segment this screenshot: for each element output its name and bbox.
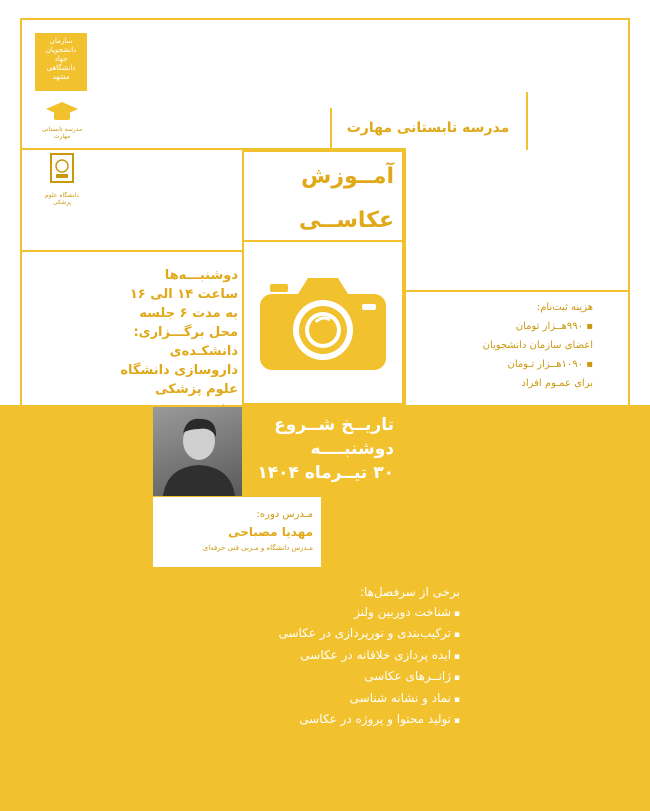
divider-line <box>20 250 242 252</box>
schedule-line: داروسازی دانشگاه علوم پزشکی <box>120 363 238 397</box>
start-date-value: ۳۰ تیــرماه ۱۴۰۴ <box>257 463 394 483</box>
teacher-name: مهدیا مصباحی <box>228 525 313 539</box>
graduation-cap-icon <box>44 100 80 124</box>
teacher-title: مـدرس دانشگاه و مـربی فنی حرفه‌ای <box>202 544 313 552</box>
fee-line: برای عمـوم افراد <box>521 378 593 389</box>
start-date <box>242 405 404 497</box>
teacher-info <box>153 497 321 567</box>
topic-item: ▪ ترکیب‌بندی و نورپردازی در عکاسی <box>230 624 460 646</box>
divider-line <box>404 290 630 292</box>
fee-line: ▪ ۹۹۰هــزار تومان <box>515 321 593 332</box>
schedule-line: ساعت ۱۴ الی ۱۶ <box>129 287 238 302</box>
title-line-2: عکاســی <box>298 208 394 233</box>
schedule-line: به مدت ۶ جلسه <box>139 306 238 321</box>
camera-icon <box>258 272 388 372</box>
topic-item: ▪ تولید محتوا و پروژه در عکاسی <box>230 710 460 732</box>
fee-line: اعضای سازمان دانشجویان <box>482 340 593 351</box>
person-icon <box>153 407 242 496</box>
fees-heading: هزینه ثبت‌نام: <box>536 302 593 313</box>
start-day: دوشنبــــه <box>310 439 394 459</box>
topics-heading: برخی از سرفصل‌ها: <box>359 585 460 599</box>
school-logo: مدرسه تابستانی مهارت <box>33 100 91 140</box>
university-emblem-icon <box>47 150 77 190</box>
schedule-info <box>100 266 238 418</box>
teacher-photo <box>153 407 242 496</box>
teacher-heading: مـدرس دوره: <box>256 509 313 520</box>
topics-list <box>230 583 460 732</box>
org-logo: سازمان دانشجویان جهاد دانشگاهی مشهد <box>35 33 87 91</box>
camera-panel <box>242 242 404 405</box>
divider-line <box>404 148 406 405</box>
title-line-1: آمــوزش <box>300 164 394 189</box>
topic-item: ▪ ایده پردازی خلاقانه در عکاسی <box>230 646 460 668</box>
fees-info <box>413 298 593 393</box>
start-label: تاریــخ شــروع <box>274 415 394 435</box>
topic-item: ▪ نماد و نشانه شناسی <box>230 689 460 711</box>
university-logo: دانشگاه علوم پزشکی <box>38 150 86 206</box>
topic-item: ▪ شناخت دوربین ولنز <box>230 603 460 625</box>
school-name: مدرسه تابستانی مهارت <box>346 120 510 136</box>
schedule-line: محل برگـــزاری: دانشکـده‌ی <box>133 325 238 359</box>
fee-line: ▪ ۱۰۹۰هــزار تـومان <box>507 359 593 370</box>
topic-item: ▪ ژانــرهای عکاسی <box>230 667 460 689</box>
schedule-line: دوشنبـــه‌ها <box>164 268 238 283</box>
course-title <box>242 150 404 242</box>
divider-line <box>526 92 528 150</box>
